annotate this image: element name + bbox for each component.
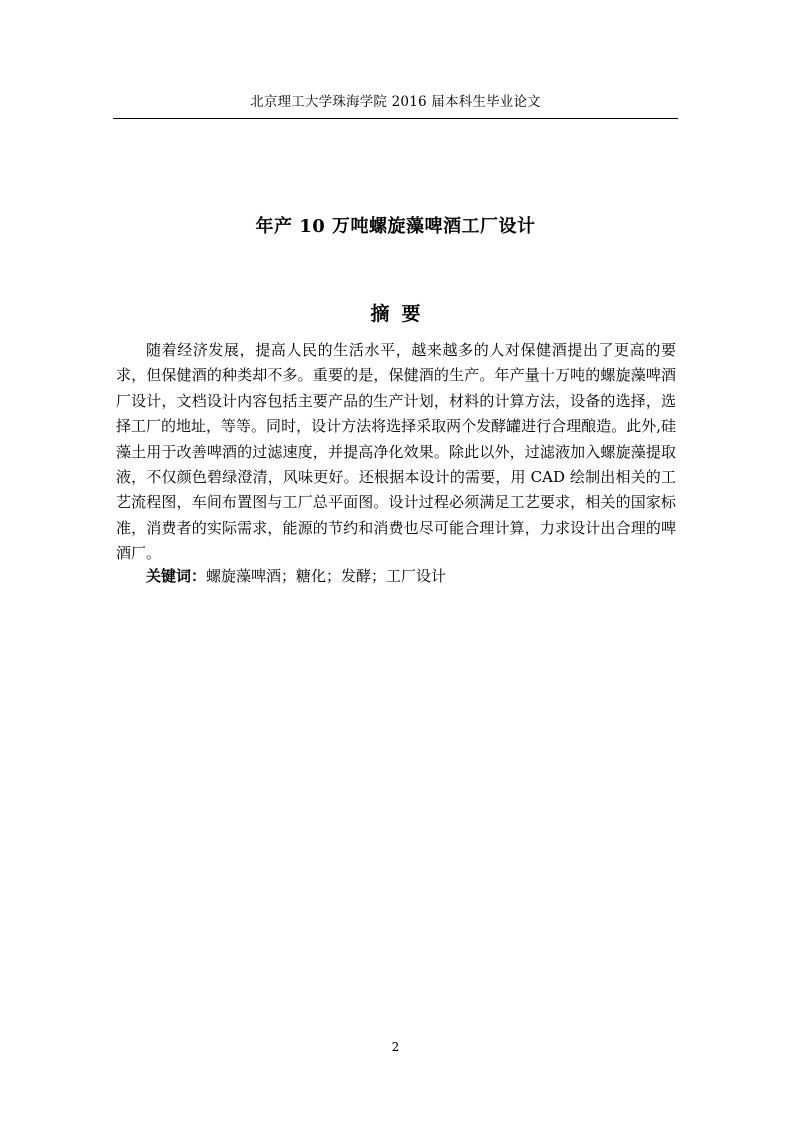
- keywords-value: 螺旋藻啤酒；糖化；发酵；工厂设计: [206, 567, 447, 585]
- page-number: 2: [391, 1040, 400, 1054]
- keywords-label: 关键词：: [146, 567, 207, 585]
- header-rule: [113, 118, 678, 119]
- document-title: 年产 10 万吨螺旋藻啤酒工厂设计: [255, 216, 536, 237]
- abstract-heading: 摘要: [370, 303, 433, 325]
- keywords-line: [146, 566, 686, 586]
- page-header: 北京理工大学珠海学院 2016 届本科生毕业论文: [250, 94, 541, 110]
- abstract-body: 随着经济发展，提高人民的生活水平，越来越多的人对保健酒提出了更高的要求，但保健酒的种类却不多。重要的是，保健酒的生产。年产量十万吨的螺旋藻啤酒厂设计，文档设计内容包括主要产品的生产计划，材料的计算方法，设备的选择，选择工厂的地址，等等。同时，设计方法将选择采取两个发酵罐进行合理酿造。此外,硅藻土用于改善啤酒的过滤速度，并提高净化效果。除此以外，过滤液加入螺旋藻提取液，不仅颜色碧绿澄清，风味更好。还根据本设计的需要，用 CAD 绘制出相关的工艺流程图，车间布置图与工厂总平面图。设计过程必须满足工艺要求，相关的国家标准，消费者的实际需求，能源的节约和消费也尽可能合理计算，力求设计出合理的啤酒厂。: [116, 341, 676, 563]
